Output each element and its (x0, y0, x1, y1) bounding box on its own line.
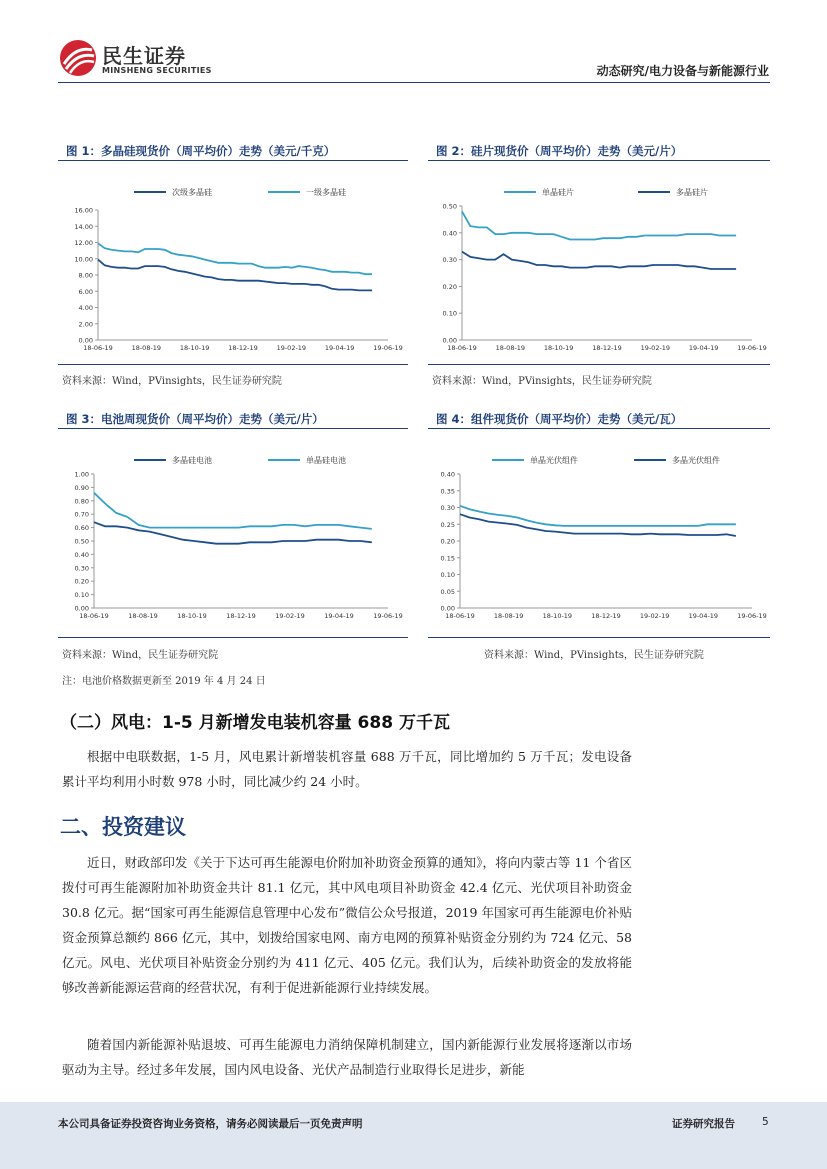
x-tick-label: 18-10-19 (179, 344, 210, 352)
y-tick-label: 0.60 (74, 524, 89, 533)
y-tick-label: 0.25 (440, 520, 455, 529)
minsheng-logo-icon (58, 38, 98, 78)
y-tick-label: 0.90 (74, 483, 89, 492)
series-line-2 (98, 243, 372, 274)
x-tick-label: 18-08-19 (493, 612, 524, 620)
header-divider (58, 82, 770, 83)
y-tick-label: 0.00 (442, 336, 457, 345)
figure-2-rule (428, 160, 770, 161)
battery-price-note: 注：电池价格数据更新至 2019 年 4 月 24 日 (62, 676, 266, 687)
x-tick-label: 19-02-19 (640, 344, 671, 352)
x-tick-label: 19-02-19 (276, 344, 307, 352)
x-tick-label: 19-06-19 (373, 612, 403, 620)
y-tick-label: 8.00 (78, 271, 93, 280)
series-line-2 (94, 493, 372, 529)
y-tick-label: 0.20 (440, 537, 455, 546)
x-tick-label: 18-12-19 (592, 344, 622, 352)
figure-1-bottom-rule (58, 364, 408, 365)
x-tick-label: 18-08-19 (131, 344, 162, 352)
y-tick-label: 10.00 (74, 255, 93, 264)
x-tick-label: 18-10-19 (542, 612, 573, 620)
section-invest-paragraph-2: 随着国内新能源补贴退坡、可再生能源电力消纳保障机制建立，国内新能源行业发展将逐渐以市场驱动为主导。经过多年发展，国内风电设备、光伏产品制造行业取得长足进步，新能 (62, 1037, 632, 1077)
legend-label: 一级多晶硅 (306, 188, 346, 197)
y-tick-label: 0.00 (74, 604, 89, 613)
series-line-2 (462, 252, 736, 269)
y-tick-label: 0.35 (440, 487, 455, 496)
chart-4 (428, 448, 770, 628)
y-tick-label: 0.40 (442, 229, 457, 238)
x-tick-label: 18-06-19 (83, 344, 113, 352)
y-tick-label: 12.00 (74, 239, 93, 247)
x-tick-label: 19-06-19 (737, 612, 767, 620)
figure-1-title: 图 1：多晶硅现货价（周平均价）走势（美元/千克） (66, 144, 336, 158)
y-tick-label: 6.00 (78, 287, 93, 296)
x-tick-label: 19-02-19 (275, 612, 305, 620)
x-tick-label: 19-04-19 (688, 344, 719, 352)
x-tick-label: 18-06-19 (79, 612, 109, 620)
footer-report-type: 证券研究报告 (672, 1118, 735, 1130)
x-tick-label: 18-12-19 (226, 612, 256, 620)
y-tick-label: 0.00 (78, 336, 93, 345)
y-tick-label: 0.30 (440, 504, 455, 512)
y-tick-label: 0.30 (74, 564, 89, 573)
x-tick-label: 19-04-19 (324, 344, 355, 352)
x-tick-label: 19-04-19 (688, 612, 719, 620)
figure-1-source: 资料来源：Wind，PVinsights，民生证券研究院 (62, 376, 282, 387)
y-tick-label: 0.50 (442, 202, 457, 211)
footer-disclaimer: 本公司具备证券投资咨询业务资格，请务必阅读最后一页免责声明 (58, 1118, 363, 1130)
figure-1-rule (58, 160, 408, 161)
x-tick-label: 18-10-19 (177, 612, 207, 620)
figure-3-source: 资料来源：Wind，民生证券研究院 (62, 650, 219, 661)
figure-4-bottom-rule (428, 637, 770, 638)
chart-2 (428, 180, 770, 360)
y-tick-label: 0.80 (74, 497, 89, 506)
figure-2-bottom-rule (428, 364, 770, 365)
series-line-1 (98, 260, 372, 291)
section-wind-paragraph: 根据中电联数据，1-5 月，风电累计新增装机容量 688 万千瓦，同比增加约 5 万千瓦；发电设备累计平均利用小时数 978 小时，同比减少约 24 小时。 (62, 749, 632, 789)
x-tick-label: 18-06-19 (445, 612, 475, 620)
y-tick-label: 2.00 (78, 320, 93, 329)
chart-1 (58, 180, 408, 360)
y-tick-label: 4.00 (78, 304, 93, 312)
y-tick-label: 0.05 (440, 587, 455, 596)
x-tick-label: 19-06-19 (737, 344, 767, 352)
y-tick-label: 0.10 (74, 591, 89, 600)
y-tick-label: 0.20 (442, 282, 457, 291)
figure-4-source: 资料来源：Wind，PVinsights，民生证券研究院 (484, 650, 704, 661)
section-invest-paragraph-1: 近日，财政部印发《关于下达可再生能源电价附加补助资金预算的通知》，将向内蒙古等 11 个省区拨付可再生能源附加补助资金共计 81.1 亿元，其中风电项目补助资金 42.4 亿元、光伏项目补助资金 30.8 亿元。据“国家可再生能源信息管理中心发布”微信公众号报道，2019 年国家可再生能源电价补贴资金预算总额约 866 亿元，其中，划拨给国家电网、南方电网的预算补贴资金分别约为 724 亿元、58 亿元。风电、光伏项目补贴资金分别约为 411 亿元、405 亿元。我们认为，后续补助资金的发放将能够改善新能源运营商的经营状况，有利于促进新能源行业持续发展。 (62, 855, 632, 995)
y-tick-label: 16.00 (74, 206, 93, 215)
x-tick-label: 18-12-19 (228, 344, 258, 352)
x-tick-label: 18-12-19 (591, 612, 621, 620)
figure-4-title: 图 4：组件现货价（周平均价）走势（美元/瓦） (436, 412, 683, 426)
page-number: 5 (762, 1116, 769, 1128)
legend-label: 单晶光伏组件 (530, 456, 578, 465)
x-tick-label: 19-04-19 (324, 612, 354, 620)
logo-text-en: MINSHENG SECURITIES (102, 66, 212, 75)
y-tick-label: 0.10 (442, 309, 457, 318)
series-line-1 (462, 211, 736, 239)
y-tick-label: 0.30 (442, 256, 457, 265)
legend-label: 单晶硅电池 (306, 456, 346, 465)
y-tick-label: 0.70 (74, 510, 89, 519)
y-tick-label: 0.40 (440, 470, 455, 479)
figure-2-source: 资料来源：Wind，PVinsights，民生证券研究院 (432, 376, 652, 387)
legend-label: 多晶光伏组件 (672, 456, 720, 465)
figure-2-title: 图 2：硅片现货价（周平均价）走势（美元/片） (436, 144, 683, 158)
legend-label: 次级多晶硅 (172, 188, 212, 197)
y-tick-label: 0.40 (74, 550, 89, 559)
y-tick-label: 0.50 (74, 537, 89, 546)
x-tick-label: 19-02-19 (639, 612, 670, 620)
y-tick-label: 0.00 (440, 604, 455, 613)
y-tick-label: 0.10 (440, 571, 455, 579)
legend-label: 多晶硅片 (676, 188, 708, 197)
y-tick-label: 0.15 (440, 554, 455, 563)
report-category: 动态研究/电力设备与新能源行业 (596, 64, 769, 78)
legend-label: 多晶硅电池 (172, 456, 212, 465)
x-tick-label: 18-08-19 (128, 612, 158, 620)
section-invest-heading: 二、投资建议 (60, 815, 186, 839)
y-tick-label: 0.20 (74, 577, 89, 586)
x-tick-label: 18-08-19 (495, 344, 526, 352)
x-tick-label: 18-10-19 (543, 344, 574, 352)
figure-4-rule (428, 428, 770, 429)
x-tick-label: 18-06-19 (447, 344, 477, 352)
figure-3-bottom-rule (58, 637, 408, 638)
y-tick-label: 1.00 (74, 470, 89, 479)
figure-3-title: 图 3：电池周现货价（周平均价）走势（美元/片） (66, 412, 324, 426)
footer-bar (0, 1102, 827, 1169)
x-tick-label: 19-06-19 (373, 344, 403, 352)
section-wind-heading: （二）风电：1-5 月新增发电装机容量 688 万千瓦 (60, 713, 450, 733)
chart-3 (58, 448, 408, 628)
y-tick-label: 14.00 (74, 222, 93, 231)
figure-3-rule (58, 428, 408, 429)
logo-text-cn: 民生证券 (102, 44, 186, 68)
legend-label: 单晶硅片 (542, 188, 574, 197)
